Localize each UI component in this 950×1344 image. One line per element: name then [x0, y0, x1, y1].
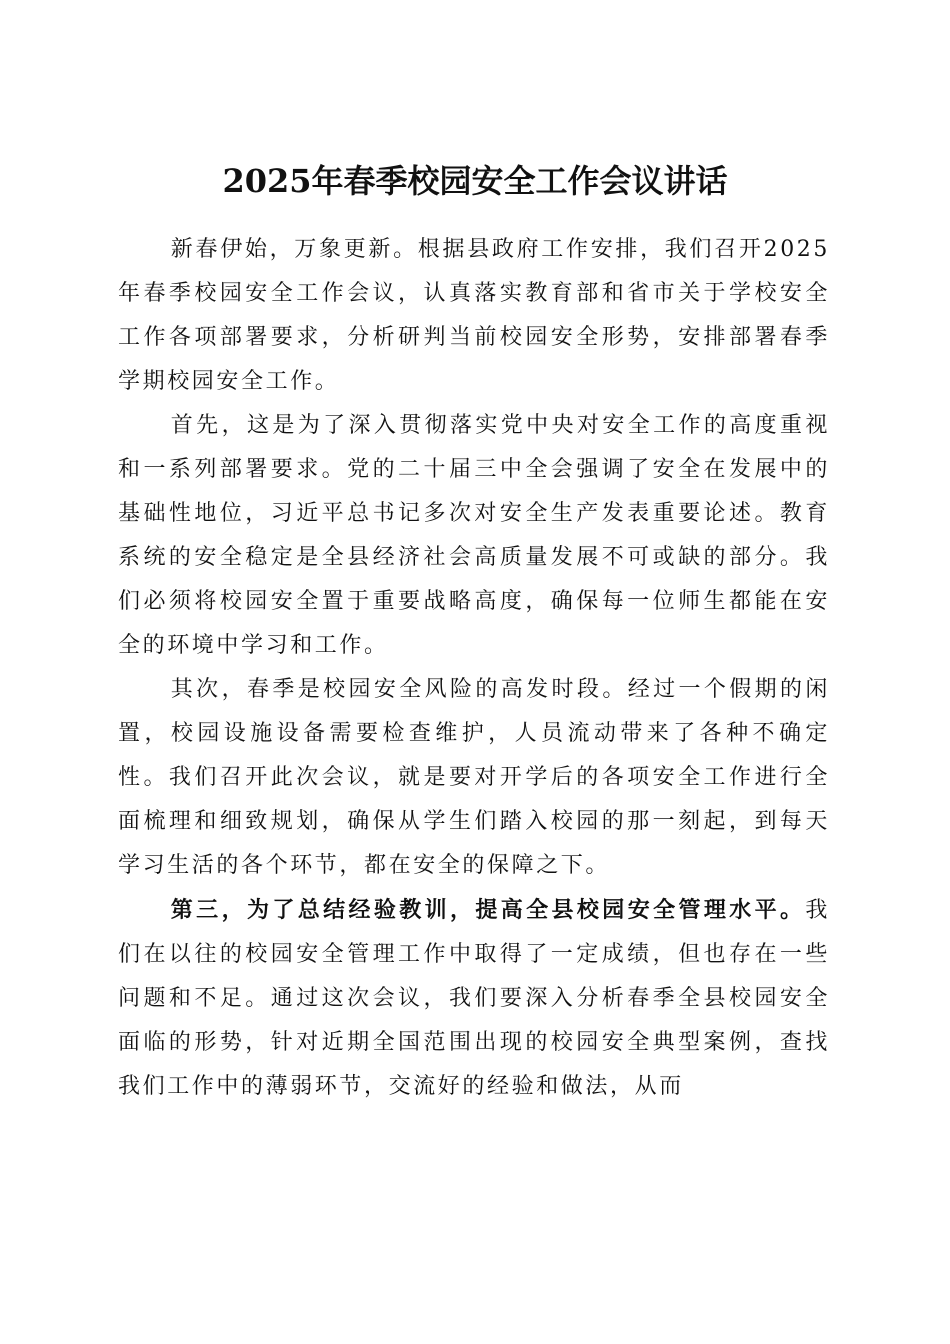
paragraph-opening — [118, 228, 830, 404]
paragraph-text: 我们在以往的校园安全管理工作中取得了一定成绩，但也存在一些问题和不足。通过这次会议，我们要深入分析春季全县校园安全面临的形势，针对近期全国范围出现的校园安全典型案例，查找我们工作中的薄弱环节，交流好的经验和做法，从而 — [118, 898, 830, 1099]
document-body — [118, 228, 830, 1109]
paragraph-third-reason — [118, 888, 830, 1109]
paragraph-text: 其次，春季是校园安全风险的高发时段。经过一个假期的闲置，校园设施设备需要检查维护，人员流动带来了各种不确定性。我们召开此次会议，就是要对开学后的各项安全工作进行全面梳理和细致规划，确保从学生们踏入校园的那一刻起，到每天学习生活的各个环节，都在安全的保障之下。 — [118, 677, 830, 878]
paragraph-lead-sentence: 第三，为了总结经验教训，提高全县校园安全管理水平。 — [170, 897, 806, 923]
paragraph-first-reason — [118, 404, 830, 668]
paragraph-second-reason — [118, 668, 830, 888]
paragraph-text: 首先，这是为了深入贯彻落实党中央对安全工作的高度重视和一系列部署要求。党的二十届三中全会强调了安全在发展中的基础性地位，习近平总书记多次对安全生产发表重要论述。教育系统的安全稳定是全县经济社会高质量发展不可或缺的部分。我们必须将校园安全置于重要战略高度，确保每一位师生都能在安全的环境中学习和工作。 — [118, 413, 830, 658]
document-title: 2025年春季校园安全工作会议讲话 — [222, 162, 728, 201]
paragraph-text: 新春伊始，万象更新。根据县政府工作安排，我们召开2025年春季校园安全工作会议，认真落实教育部和省市关于学校安全工作各项部署要求，分析研判当前校园安全形势，安排部署春季学期校园安全工作。 — [118, 237, 830, 394]
